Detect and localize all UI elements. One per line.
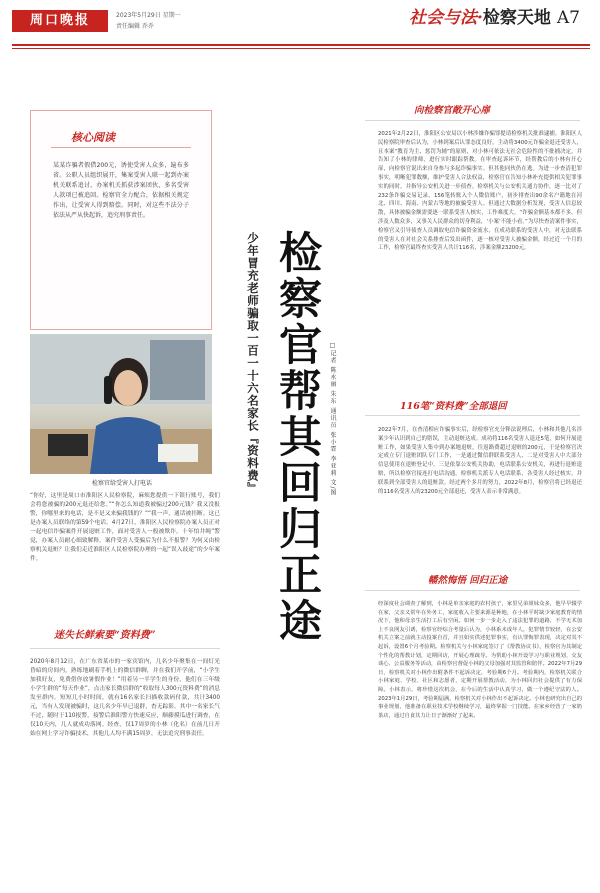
telephone-icon <box>48 434 88 456</box>
uniform <box>90 417 168 474</box>
document-on-desk <box>158 444 198 462</box>
section-separator: · <box>476 8 483 28</box>
section-2-title: 向检察官敞开心扉 <box>414 105 491 116</box>
editor-credit: 责任编辑 乔乔 <box>116 23 154 30</box>
section-3-divider <box>365 415 580 416</box>
core-read-box <box>30 110 212 330</box>
newspaper-logo: 周口晚报 <box>12 10 108 32</box>
page-number: A7 <box>556 8 580 28</box>
masthead-rule-thin <box>12 48 590 49</box>
headline-byline: □记者 陈永丽 朱东 通讯员 张小霏 李亚莉 文/图 <box>329 342 336 497</box>
section-2-text: 2021年2月22日，淮阳区公安局以小林涉嫌诈骗罪提请检察机关批准逮捕。淮阳区人民检察院审查后认为，小林到案后认罪态度良好，主动将3400元诈骗金退还受害人，且本案“教育为主、惩罚为辅”的原则，对小林可依法无社会危险性的不批捕决定，并告知了小林的律师，进行实时跟踪帮教。在审查起诉环节，经帮教后的小林有开心扉，向检察官说出来自身参与多起诈骗事实。但其他同伙仍在逃。为进一步查清犯罪事实，明晰犯罪数额，维护受害人合法权益，检察官在告知小林补充提供相关犯罪事实的同时，并指导公安机关进一步侦查。检察机关与公安机关通力协作，逐一比对了232条诈骗交易记录，156笔转账入个人微信账户，初步排查出90余名户籍地在河北、四川、海南、内蒙古等地的被骗受害人。但通过大数据分析发现，受害人信息较散，具体被骗金额需要逐一联系受害人核实，工作难度大。“诈骗金额基本都不多，但涉及人数众多，又事关人民群众的切身利益，‘小案’不能小看。”为尽快查清案件事实，检察官又引导侦查人员调取电信诈骗资金流水，在成功联系的受害人中，对无法联系的受害人在对社会关系排查后发出函件，逐一核对受害人被骗金额，经过近一个月的工作，检察官最终查实受害人共计116名，涉案金额23200元。 <box>378 131 582 252</box>
section-4-text: 经深度社会调查了解到，小林是单亲家庭的农村孩子，家里兄弟姐妹众多，他早早辍学在家，父亲又常年在外务工，家庭收入主要来源是种地，在小林平时缺少家庭教育的情况下，他和母亲生活打工后有空闲。如何一步一步走入了违法犯罪的道路，不学无术加上不良网友引诱，检察官经综合考量后认为，小林系未成年人，犯罪情节较轻，在公安机关立案之前就主动投案自首，并且如实供述犯罪事实，有认罪悔罪表现，决定对其不起诉，设置6个月考验期。检察机关与小林家庭签订了《帮教协议书》，检察官为其制定个性化的帮教计划，定期回访，开展心理疏导。为帮助小林开设学习与职业规划、交友谈心、公益服务等活动，由检察官督促小林的父母加强对其监管和陪伴。2022年7月29日，检察机关对小林作出附条件不起诉决定，考验期6个月。考验期内，检察机关联合小林家庭、学校、社区和志愿者，定期开展帮教活动，为小林回归社会提供了有力保障。小林表示，将珍惜这次机会，在今后的生活中认真学习，做一个遵纪守法的人。2023年1月29日，考验期届满，检察机关对小林作出不起诉决定。小林也研究出自己的事业规划，他准备在职业技术学校继续学习，最终掌握一门技能。在家乡经营了一家奶茶店，通过自食其力让日子渐渐好了起来。 <box>378 601 582 719</box>
core-read-title: 核心阅读 <box>71 131 115 144</box>
section-name: 检察天地 <box>482 8 551 28</box>
section-2-divider <box>365 120 580 121</box>
photo-caption: 检察官给受害人打电话 <box>92 480 153 487</box>
core-read-divider <box>51 147 191 148</box>
prosecutor-photo <box>30 334 212 474</box>
core-read-text: 某某诈骗者假借200元，诱使受害人众多，遍布多省。公职人员组织展开，集案受害人联一起到办案机关联系追讨，办案机关抓获涉案团伙，多名受害人款项已被追回。检察官全力配合，依据相关规定作出，让受害人得到赔偿。同时，对这些不法分子依法从严从快起诉，追究刑事责任。 <box>53 162 189 219</box>
window <box>150 340 205 400</box>
section-3-title: 116笔“资料费”全部退回 <box>400 401 507 412</box>
headline-sub: 少年冒充老师骗取一百一十六名家长『资料费』 <box>246 232 260 495</box>
section-header <box>409 3 580 28</box>
face <box>114 370 142 406</box>
photo-illustration <box>30 334 212 474</box>
section-1-title: 迷失长鲜索要“资料费” <box>54 630 156 641</box>
masthead-rule <box>12 44 590 46</box>
lead-story-text: “你好，这里是周口市淮阳区人民检察院，麻烦您提供一下银行账号，我们会将您被骗的200元退还给您。”“你怎么知道我被骗过200元钱？我又没报警，你哪里来的电话，是不是又来骗我钱的？”“我一声，通话被挂断。这已是办案人员联络的第59个电话。4月27日，淮阳区人民检察院办案人员正对一起电信诈骗案件开展退赃工作，面对受害人一般被欺诈，十年怕井绳”警觉，办案人员耐心细致解释。案件受害人受骗后为什么不报警？为何又由检察机关退赃？让我们走近淮阳区人民检察院办理的一起“误入歧途”的少年案件。 <box>30 493 220 562</box>
section-4-divider <box>365 590 580 591</box>
issue-date: 2023年5月29日 星期一 <box>116 12 181 19</box>
telephone-handset-icon <box>104 376 112 404</box>
headline-main: 检察官帮其回归正途 <box>272 230 322 644</box>
section-4-title: 幡然悔悟 回归正途 <box>428 575 508 586</box>
section-1-text: 2020年8月12日，在广东省某市的一家宾馆内，几名少年聚集在一间灯光昏暗的房间内，熟练地刷着手机上的微信群聊，并在我们开学前，“小学生加我好友，免费借你放暑假作业！”用着另一半学生的身份，他们在三年级小学生群的“每天作业”，点击家长微信群的“收取每人300元资料费”的消息发至群内。短短几小时时间，就有16名家长扫描收款码付款，共计3400元，当有人发现被骗时，这几名少年早已退群，杳无踪影。其中一名家长气不过，随时于110报警，接警后淮阳警方快速反应，顺藤摸瓜进行调查，在仅10天内，几人就成功落网。经查，仅17周岁的小林（化名）在前几日开始在网上学习诈骗技术，其他几人均不满15周岁，无法追究刑事责任。 <box>30 659 220 737</box>
section-3-text: 2022年7月，在查清相应诈骗事实后，经检察官充分释法说理后，小林和其他几名涉案少年认识到自己的错误，主动退赃达成。成功将116名受害人退还5笔，如何开展退赃工作，如果受害人集中到办案地退赃，往返路费超过退赃的200元，于是检察官决定成立专门退赃团队专门工作，一是通过微信群联系受害人，二是对受害人中大部分信息使用在退赃登记中，三是依靠公安机关协助，电话联系公安机关，再进行退赃退赔，所以检察官接连打电话沟通。检察机关派专人电话联系，各受害人经过核实，并联系到全部受害人的退赃款。经过两个多月的努力，2022年8月，检察官将已经退还的116名受害人的23200元全部退还，受害人表示非常满意。 <box>378 427 582 495</box>
section-label: 社会与法 <box>408 8 477 28</box>
section-1-divider <box>30 648 220 649</box>
